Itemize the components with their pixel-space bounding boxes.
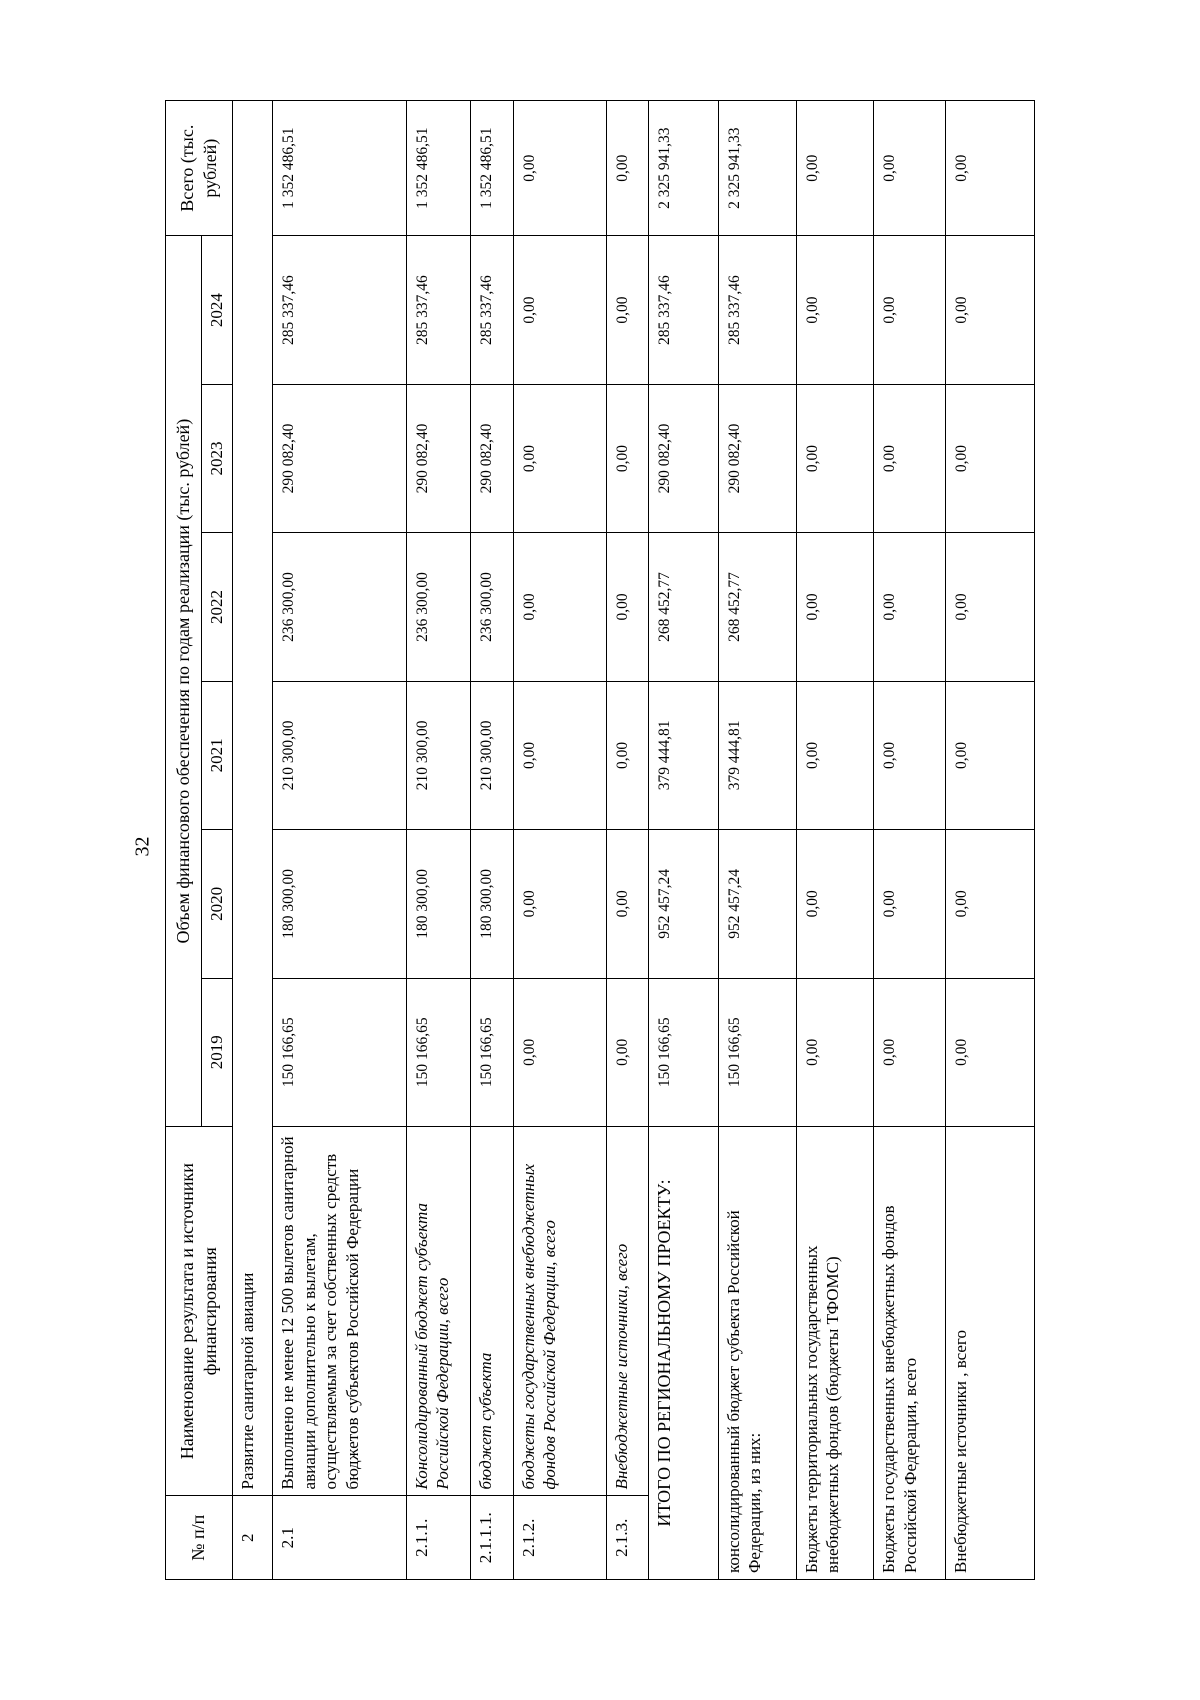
row-name: Выполнено не менее 12 500 вылетов санитарной авиации дополнительно к вылетам, осуществляемым за счет собственных средств бюджетов субъектов Российской Федерации [272, 1126, 406, 1495]
section-name: Развитие санитарной авиации [232, 101, 272, 1496]
summary-value: 0,00 [796, 236, 874, 384]
summary-row [874, 101, 945, 1580]
row-total: 1 352 486,51 [406, 101, 471, 236]
row-value: 236 300,00 [471, 533, 513, 681]
header-group: Объем финансового обеспечения по годам реализации (тыс. рублей) [166, 236, 202, 1127]
summary-name: консолидированный бюджет субъекта Российской Федерации, из них: [718, 1126, 796, 1579]
summary-name: Внебюджетные источники , всего [945, 1126, 1034, 1579]
summary-total: 0,00 [796, 101, 874, 236]
summary-value: 0,00 [796, 978, 874, 1126]
summary-value: 0,00 [874, 384, 945, 532]
row-index: 2.1.3. [607, 1496, 649, 1580]
total-value: 285 337,46 [649, 236, 718, 384]
row-index: 2.1.2. [513, 1496, 607, 1580]
row-value: 210 300,00 [406, 681, 471, 829]
row-value: 150 166,65 [406, 978, 471, 1126]
row-value: 290 082,40 [471, 384, 513, 532]
total-sum: 2 325 941,33 [649, 101, 718, 236]
summary-value: 290 082,40 [718, 384, 796, 532]
rotated-table-container [165, 100, 1035, 1580]
summary-value: 150 166,65 [718, 978, 796, 1126]
row-value: 236 300,00 [406, 533, 471, 681]
row-value: 285 337,46 [272, 236, 406, 384]
summary-row [718, 101, 796, 1580]
summary-value: 0,00 [945, 533, 1034, 681]
row-value: 180 300,00 [406, 830, 471, 978]
summary-value: 0,00 [945, 830, 1034, 978]
summary-value: 0,00 [796, 830, 874, 978]
header-name: Наименование результата и источники финансирования [166, 1126, 233, 1495]
row-value: 290 082,40 [272, 384, 406, 532]
row-index: 2.1 [272, 1496, 406, 1580]
summary-name: Бюджеты государственных внебюджетных фондов Российской Федерации, всего [874, 1126, 945, 1579]
total-value: 290 082,40 [649, 384, 718, 532]
page-number: 32 [131, 836, 154, 857]
summary-value: 379 444,81 [718, 681, 796, 829]
row-total: 0,00 [607, 101, 649, 236]
total-label: ИТОГО ПО РЕГИОНАЛЬНОМУ ПРОЕКТУ: [649, 1126, 718, 1579]
row-value: 0,00 [607, 830, 649, 978]
total-value: 952 457,24 [649, 830, 718, 978]
summary-row [796, 101, 874, 1580]
row-value: 0,00 [513, 236, 607, 384]
row-value: 0,00 [607, 533, 649, 681]
row-value: 150 166,65 [471, 978, 513, 1126]
total-row [649, 101, 718, 1580]
row-index: 2.1.1. [406, 1496, 471, 1580]
financing-table [165, 100, 1035, 1580]
row-value: 285 337,46 [406, 236, 471, 384]
row-value: 210 300,00 [471, 681, 513, 829]
row-total: 0,00 [513, 101, 607, 236]
summary-value: 0,00 [945, 978, 1034, 1126]
row-value: 0,00 [513, 384, 607, 532]
header-year-2019: 2019 [202, 978, 233, 1126]
header-year-2023: 2023 [202, 384, 233, 532]
summary-value: 0,00 [796, 681, 874, 829]
summary-name: Бюджеты территориальных государственных внебюджетных фондов (бюджеты ТФОМС) [796, 1126, 874, 1579]
section-row [232, 101, 272, 1580]
row-value: 236 300,00 [272, 533, 406, 681]
summary-value: 0,00 [796, 384, 874, 532]
summary-total: 2 325 941,33 [718, 101, 796, 236]
total-value: 150 166,65 [649, 978, 718, 1126]
row-value: 180 300,00 [272, 830, 406, 978]
row-name: бюджет субъекта [471, 1126, 513, 1495]
row-total: 1 352 486,51 [471, 101, 513, 236]
row-value: 150 166,65 [272, 978, 406, 1126]
row-name: бюджеты государственных внебюджетных фондов Российской Федерации, всего [513, 1126, 607, 1495]
header-year-2024: 2024 [202, 236, 233, 384]
row-name: Внебюджетные источники, всего [607, 1126, 649, 1495]
row-total: 1 352 486,51 [272, 101, 406, 236]
header-total: Всего (тыс. рублей) [166, 101, 233, 236]
summary-row [945, 101, 1034, 1580]
summary-value: 0,00 [874, 681, 945, 829]
row-value: 0,00 [607, 384, 649, 532]
table-row [272, 101, 406, 1580]
summary-value: 0,00 [945, 681, 1034, 829]
row-name: Консолидированный бюджет субъекта Российской Федерации, всего [406, 1126, 471, 1495]
row-index: 2.1.1.1. [471, 1496, 513, 1580]
table-row [471, 101, 513, 1580]
summary-value: 0,00 [874, 830, 945, 978]
row-value: 0,00 [607, 978, 649, 1126]
header-year-2020: 2020 [202, 830, 233, 978]
row-value: 0,00 [513, 533, 607, 681]
row-value: 0,00 [513, 830, 607, 978]
summary-total: 0,00 [945, 101, 1034, 236]
header-year-2022: 2022 [202, 533, 233, 681]
header-year-2021: 2021 [202, 681, 233, 829]
summary-value: 952 457,24 [718, 830, 796, 978]
table-row [607, 101, 649, 1580]
row-value: 0,00 [607, 681, 649, 829]
total-value: 379 444,81 [649, 681, 718, 829]
row-value: 210 300,00 [272, 681, 406, 829]
row-value: 0,00 [513, 978, 607, 1126]
row-value: 0,00 [607, 236, 649, 384]
summary-value: 285 337,46 [718, 236, 796, 384]
summary-value: 0,00 [945, 236, 1034, 384]
row-value: 290 082,40 [406, 384, 471, 532]
section-index: 2 [232, 1496, 272, 1580]
summary-value: 0,00 [874, 236, 945, 384]
summary-value: 0,00 [945, 384, 1034, 532]
header-index: № п/п [166, 1496, 233, 1580]
row-value: 285 337,46 [471, 236, 513, 384]
table-row [406, 101, 471, 1580]
row-value: 0,00 [513, 681, 607, 829]
summary-value: 0,00 [874, 978, 945, 1126]
row-value: 180 300,00 [471, 830, 513, 978]
summary-total: 0,00 [874, 101, 945, 236]
summary-value: 268 452,77 [718, 533, 796, 681]
summary-value: 0,00 [874, 533, 945, 681]
table-row [513, 101, 607, 1580]
summary-value: 0,00 [796, 533, 874, 681]
total-value: 268 452,77 [649, 533, 718, 681]
